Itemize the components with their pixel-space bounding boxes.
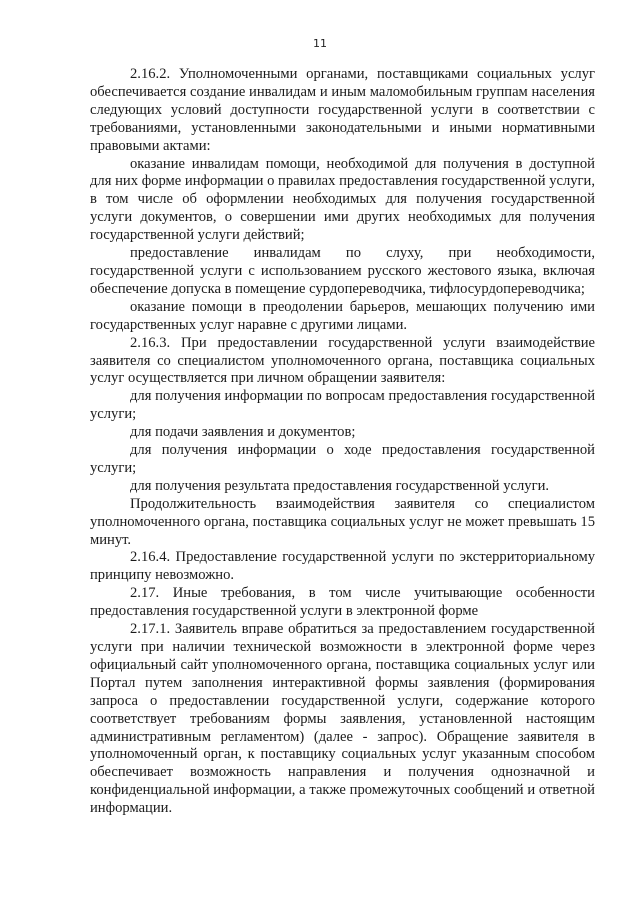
paragraph-2-17-heading: 2.17. Иные требования, в том числе учитывающие особенности предоставления государственной услуги в электронной форме <box>90 585 595 620</box>
paragraph-2-16-2: 2.16.2. Уполномоченными органами, поставщиками социальных услуг обеспечивается создание инвалидам и иным маломобильным группам населения следующих условий доступности государственной услуги в соответствии с требованиями, установленными законодательными и иными нормативными правовыми актами: <box>90 66 595 154</box>
paragraph-2-17-1: 2.17.1. Заявитель вправе обратиться за предоставлением государственной услуги при наличии технической возможности в электронной форме через официальный сайт уполномоченного органа, поставщика социальных услуг или Портал путем заполнения интерактивной формы заявления (формирования запроса о предоставлении государственной услуги, содержание которого соответствует требованиям формы заявления, установленной настоящим административным регламентом) (далее - запрос). Обращение заявителя в уполномоченный орган, к поставщику социальных услуг указанным способом обеспечивает возможность направления и получения однозначной и конфиденциальной информации, а также промежуточных сообщений и ответной информации. <box>90 621 595 817</box>
paragraph-assistance-information: оказание инвалидам помощи, необходимой для получения в доступной для них форме информации о правилах предоставления государственной услуги, в том числе об оформлении необходимых для получения государственной услуги документов, о совершении ими других необходимых для получения государственной услуги действий; <box>90 155 595 244</box>
paragraph-result: для получения результата предоставления государственной услуги. <box>130 477 550 494</box>
paragraph-2-16-3: 2.16.3. При предоставлении государственной услуги взаимодействие заявителя со специалистом уполномоченного органа, поставщика социальных услуг осуществляется при личном обращении заявителя: <box>90 334 595 387</box>
paragraph-submit-application: для подачи заявления и документов; <box>130 424 356 441</box>
paragraph-sign-language: предоставление инвалидам по слуху, при необходимости, государственной услуги с использованием русского жестового языка, включая обеспечение допуска в помещение сурдопереводчика, тифлосурдопереводчика; <box>90 245 595 297</box>
paragraph-barriers: оказание помощи в преодолении барьеров, мешающих получению ими государственных услуг наравне с другими лицами. <box>90 298 595 333</box>
paragraph-duration: Продолжительность взаимодействия заявителя со специалистом уполномоченного органа, поставщика социальных услуг не может превышать 15 минут. <box>90 495 595 548</box>
page-number: 11 <box>313 37 327 50</box>
document-body <box>90 66 595 818</box>
paragraph-2-16-4: 2.16.4. Предоставление государственной услуги по экстерриториальному принципу невозможно. <box>90 549 595 584</box>
paragraph-progress-info: для получения информации о ходе предоставления государственной услуги; <box>90 442 595 476</box>
paragraph-info-questions: для получения информации по вопросам предоставления государственной услуги; <box>90 388 595 423</box>
